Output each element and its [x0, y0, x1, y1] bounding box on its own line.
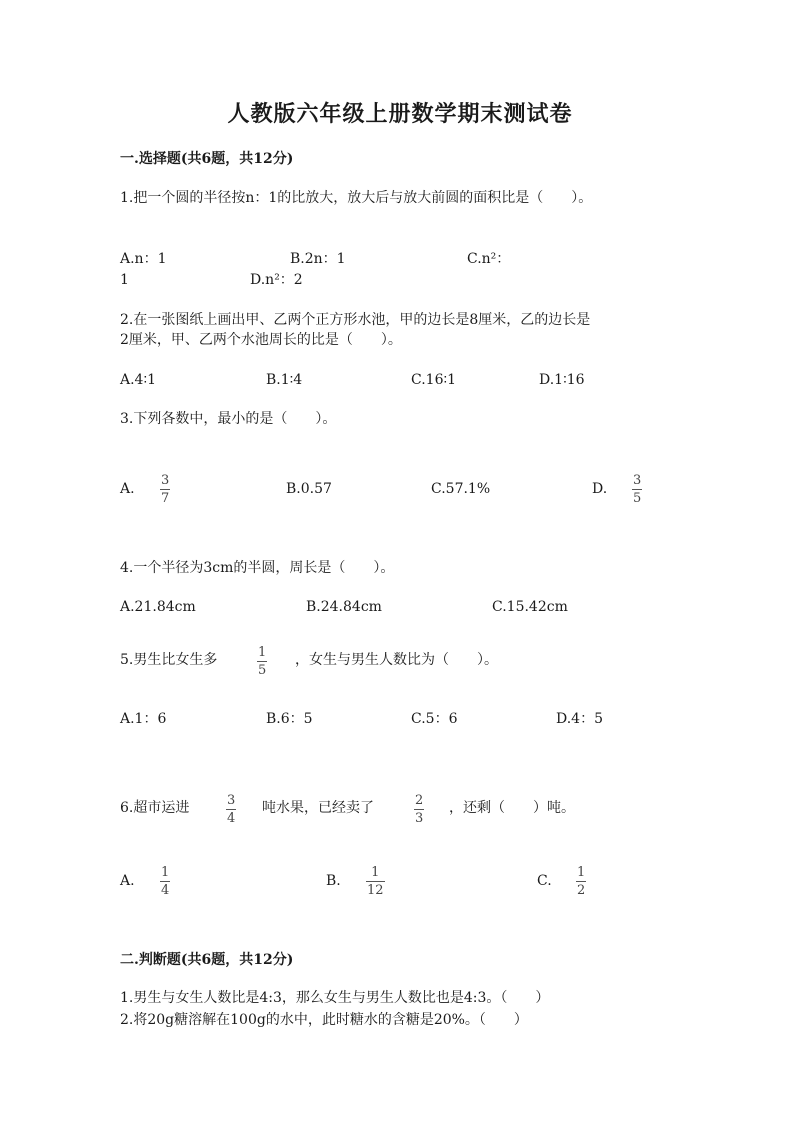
q1-option-b: B.2n：1: [290, 251, 346, 267]
fraction-denominator: 12: [367, 883, 384, 898]
fraction-numerator: 2: [415, 793, 424, 808]
question-1-stem: 1.把一个圆的半径按n：1的比放大，放大后与放大前圆的面积比是（ ）。: [120, 190, 593, 206]
fraction-numerator: 3: [161, 473, 170, 488]
question-6-stem-mid: 吨水果，已经卖了: [262, 800, 374, 816]
q6-stem-fraction-1: [226, 794, 236, 825]
q3-option-d-fraction: [632, 474, 642, 505]
question-6-stem-pre: 6.超市运进: [120, 800, 190, 816]
section-heading-choice: 一.选择题(共6题，共12分): [120, 151, 294, 167]
q4-option-a: A.21.84cm: [120, 599, 196, 615]
q3-option-d-label: D.: [592, 481, 608, 497]
fraction-denominator: 5: [633, 491, 642, 506]
fraction-denominator: 5: [258, 663, 267, 678]
q6-option-a-fraction: [160, 866, 170, 897]
question-5-stem-pre: 5.男生比女生多: [120, 652, 218, 668]
q5-stem-fraction: [257, 646, 267, 677]
q6-stem-fraction-2: [414, 794, 424, 825]
section-heading-judge: 二.判断题(共6题，共12分): [120, 952, 294, 968]
q6-option-c-fraction: [576, 866, 586, 897]
q6-option-a-label: A.: [120, 873, 135, 889]
fraction-denominator: 4: [161, 883, 170, 898]
fraction-numerator: 1: [161, 865, 170, 880]
q1-option-d: D.n²：2: [250, 272, 303, 288]
q6-option-b-label: B.: [326, 873, 341, 889]
fraction-numerator: 1: [258, 645, 267, 660]
fraction-denominator: 7: [161, 491, 170, 506]
fraction-numerator: 3: [633, 473, 642, 488]
page-title: 人教版六年级上册数学期末测试卷: [227, 101, 573, 127]
question-5-stem-post: ，女生与男生人数比为（ ）。: [295, 652, 498, 668]
q3-option-c: C.57.1%: [431, 481, 491, 497]
fraction-numerator: 3: [227, 793, 236, 808]
q1-option-c: C.n²：: [467, 251, 511, 267]
q4-option-c: C.15.42cm: [492, 599, 568, 615]
q2-option-d: D.1∶16: [539, 372, 585, 388]
question-2-stem-line1: 2.在一张图纸上画出甲、乙两个正方形水池，甲的边长是8厘米，乙的边长是: [120, 312, 591, 328]
judge-question-2: 2.将20g糖溶解在100g的水中，此时糖水的含糖是20%。（ ）: [120, 1012, 528, 1028]
question-4-stem: 4.一个半径为3cm的半圆，周长是（ ）。: [120, 560, 395, 576]
q3-option-a-label: A.: [120, 481, 135, 497]
fraction-denominator: 2: [577, 883, 586, 898]
q2-option-c: C.16∶1: [411, 372, 457, 388]
q2-option-b: B.1∶4: [266, 372, 303, 388]
fraction-denominator: 4: [227, 811, 236, 826]
q1-option-c-wrap: 1: [120, 272, 129, 288]
question-3-stem: 3.下列各数中，最小的是（ ）。: [120, 411, 337, 427]
q1-option-a: A.n：1: [120, 251, 167, 267]
q5-option-a: A.1：6: [120, 711, 167, 727]
q4-option-b: B.24.84cm: [306, 599, 382, 615]
q5-option-b: B.6：5: [266, 711, 313, 727]
question-6-stem-post: ，还剩（ ）吨。: [449, 800, 575, 816]
q6-option-b-fraction: [366, 866, 385, 897]
q3-option-b: B.0.57: [286, 481, 332, 497]
q2-option-a: A.4∶1: [120, 372, 157, 388]
question-2-stem-line2: 2厘米，甲、乙两个水池周长的比是（ ）。: [120, 332, 402, 348]
q3-option-a-fraction: [160, 474, 170, 505]
fraction-numerator: 1: [577, 865, 586, 880]
q5-option-c: C.5：6: [411, 711, 458, 727]
q5-option-d: D.4：5: [556, 711, 603, 727]
judge-question-1: 1.男生与女生人数比是4:3，那么女生与男生人数比也是4:3。（ ）: [120, 990, 550, 1006]
q6-option-c-label: C.: [537, 873, 552, 889]
fraction-denominator: 3: [415, 811, 424, 826]
fraction-numerator: 1: [371, 865, 380, 880]
